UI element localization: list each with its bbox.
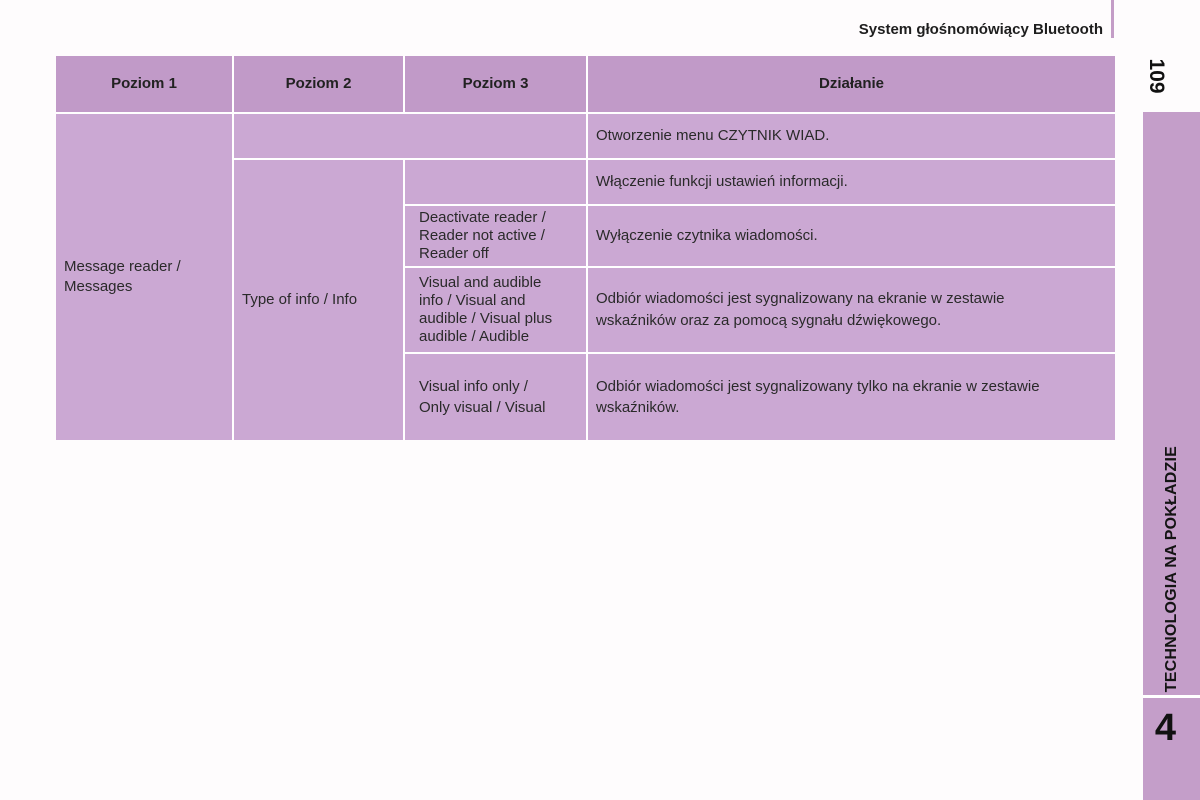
menu-table (56, 56, 1115, 440)
level3-text: Visual info only / Only visual / Visual (419, 378, 546, 416)
action-cell (588, 354, 1115, 440)
level3-cell (405, 268, 588, 354)
column-header-action: Działanie (588, 56, 1115, 114)
level3-text: Deactivate reader / Reader not active / Reader off (419, 209, 546, 262)
action-cell (588, 114, 1115, 160)
action-cell (588, 160, 1115, 206)
level2-text: Type of info / Info (242, 291, 358, 308)
page-number: 109 (1145, 58, 1168, 94)
action-cell (588, 206, 1115, 268)
column-header-level3: Poziom 3 (405, 56, 588, 114)
column-header-level2: Poziom 2 (234, 56, 405, 114)
side-tab-divider (1143, 695, 1200, 698)
column-header-level1: Poziom 1 (56, 56, 234, 114)
header-title: System głośnomówiący Bluetooth (858, 21, 1103, 38)
action-text: Odbiór wiadomości jest sygnalizowany na ekranie w zestawie wskaźników oraz za pomocą sygnału dźwiękowego. (596, 290, 1005, 329)
level3-cell (405, 354, 588, 440)
action-text: Otworzenie menu CZYTNIK WIAD. (596, 127, 830, 144)
header-accent-bar (1111, 0, 1114, 38)
action-text: Włączenie funkcji ustawień informacji. (596, 173, 848, 190)
table-row-blank (405, 160, 588, 206)
table-row-blank (234, 114, 588, 160)
action-text: Odbiór wiadomości jest sygnalizowany tylko na ekranie w zestawie wskaźników. (596, 378, 1040, 416)
level3-cell (405, 206, 588, 268)
chapter-title: TECHNOLOGIA NA POKŁADZIE (1162, 445, 1180, 692)
chapter-number: 4 (1154, 706, 1177, 749)
level2-cell (234, 160, 405, 440)
action-text: Wyłączenie czytnika wiadomości. (596, 227, 818, 244)
level3-text: Visual and audible info / Visual and audible / Visual plus audible / Audible (419, 274, 553, 345)
action-cell (588, 268, 1115, 354)
level1-text: Message reader / Messages (64, 258, 181, 295)
level1-cell (56, 114, 234, 440)
side-tab-label (1143, 112, 1200, 692)
